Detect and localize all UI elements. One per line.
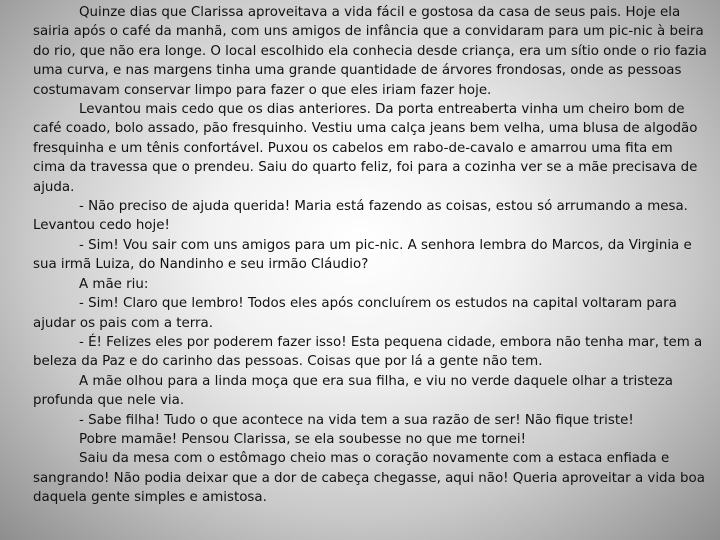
paragraph: - Sim! Claro que lembro! Todos eles após concluírem os estudos na capital voltaram para ajudar os pais com a terra. [33, 296, 677, 331]
story-text [33, 3, 707, 535]
paragraph: - É! Felizes eles por poderem fazer isso! Esta pequena cidade, embora não tenha mar, tem a beleza da Paz e do carinho das pessoas. Coisas que por lá a gente não tem. [33, 334, 703, 370]
paragraph: - Sim! Vou sair com uns amigos para um pic-nic. A senhora lembra do Marcos, da Virginia e sua irmã Luiza, do Nandinho e seu irmão Cláudio? [33, 237, 692, 273]
paragraph: Pobre mamãe! Pensou Clarissa, se ela soubesse no que me tornei! [79, 431, 526, 447]
paragraph: - Sabe filha! Tudo o que acontece na vida tem a sua razão de ser! Não fique triste! [79, 412, 634, 428]
paragraph: A mãe riu: [79, 276, 149, 292]
paragraph: Saiu da mesa com o estômago cheio mas o coração novamente com a estaca enfiada e sangrando! Não podia deixar que a dor de cabeça chegasse, aqui não! Queria aproveitar a vida boa daquela gente simples e amistosa. [33, 451, 705, 506]
paragraph: A mãe olhou para a linda moça que era sua filha, e viu no verde daquele olhar a tristeza profunda que nele via. [33, 373, 673, 409]
paragraph: Quinze dias que Clarissa aproveitava a vida fácil e gostosa da casa de seus pais. Hoje ela sairia após o café da manhã, com uns amigos de infância que a convidaram para um pic-nic à beira do rio, que não era longe. O local escolhido ela conhecia desde criança, era um sítio onde o rio fazia uma curva, e nas margens tinha uma grande quantidade de árvores frondosas, onde as pessoas costumavam conservar limpo para fazer o que eles iriam fazer hoje. [33, 5, 707, 98]
paragraph: - Não preciso de ajuda querida! Maria está fazendo as coisas, estou só arrumando a mesa. Levantou cedo hoje! [33, 199, 688, 234]
paragraph: Levantou mais cedo que os dias anteriores. Da porta entreaberta vinha um cheiro bom de café coado, bolo assado, pão fresquinho. Vestiu uma calça jeans bem velha, uma blusa de algodão fresquinha e um tênis confortável. Puxou os cabelos em rabo-de-cavalo e amarrou uma fita em cima da travessa que o prendeu. Saiu do quarto feliz, foi para a cozinha ver se a mãe precisava de ajuda. [33, 102, 698, 195]
